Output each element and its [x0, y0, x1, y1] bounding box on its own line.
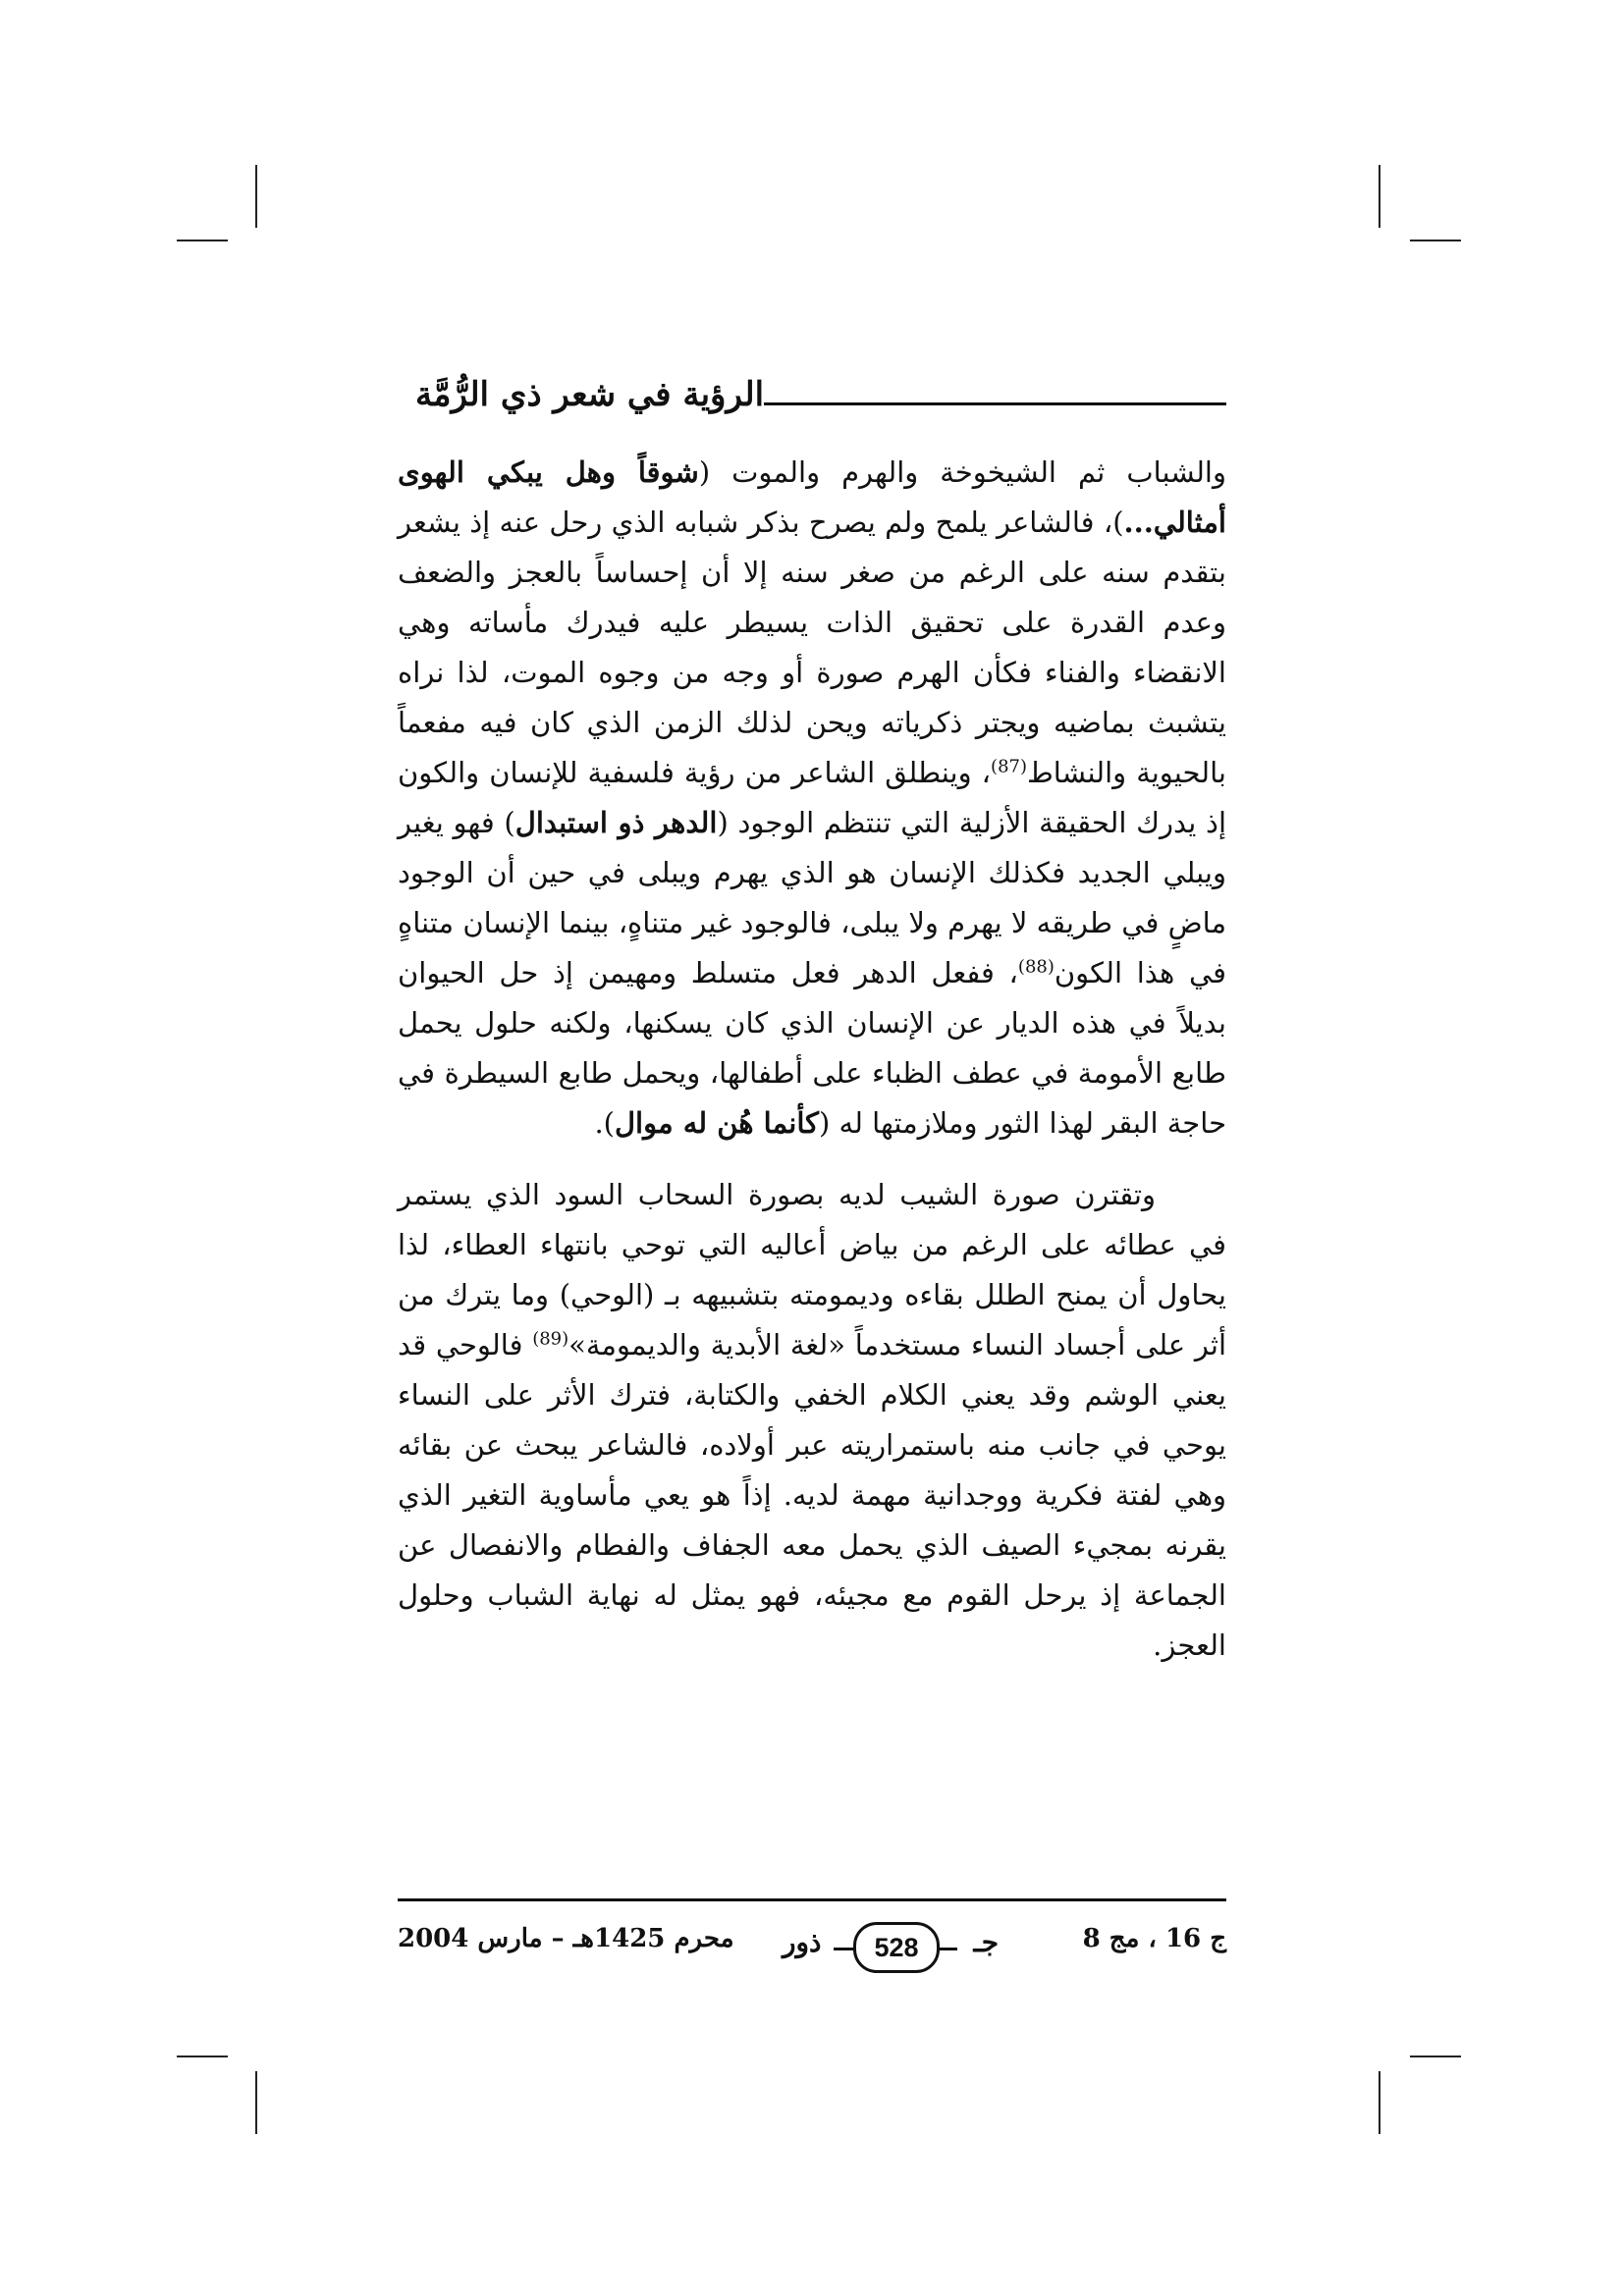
text-run: والشباب ثم الشيخوخة والهرم والموت (	[698, 455, 1226, 489]
footnote-ref: (88)	[1017, 956, 1055, 978]
text-run: فالوحي قد يعني الوشم وقد يعني الكلام الخفي والكتابة، فترك الأثر على النساء يوحي في جانب منه باستمراريته عبر أولاده، فالشاعر يبحث عن بقائه وهي لفتة فكرية ووجدانية مهمة لديه. إذاً هو يعي مأساوية التغير الذي يقرنه بمجيء الصيف الذي يحمل معه الجفاف والفطام والانفصال عن الجماعة إذ يرحل القوم مع مجيئه، فهو يمثل له نهاية الشباب وحلول العجز.	[398, 1328, 1226, 1662]
journal-name-left: ذور	[783, 1926, 822, 1958]
footnote-ref: (87)	[991, 756, 1027, 777]
text-run: وتقترن صورة الشيب لديه بصورة السحاب السود الذي يستمر في عطائه على الرغم من بياض أعاليه التي توحي بانتهاء العطاء، لذا يحاول أن يمنح الطلل بقاءه وديمومته بتشبيهه بـ (الوحي) وما يترك من أثر على أجساد النساء مستخدماً «لغة الأبدية والديمومة»	[398, 1178, 1226, 1362]
journal-tail-rule	[834, 1948, 855, 1950]
footnote-ref: (89)	[532, 1328, 569, 1350]
crop-mark	[255, 165, 257, 228]
crop-mark	[1410, 2056, 1461, 2057]
page-number: 528	[853, 1922, 940, 1973]
footer-rule	[398, 1898, 1226, 1901]
bold-quote: شوقاً وهل يبكي الهوى أمثالي...	[398, 455, 1226, 539]
crop-mark	[177, 2056, 228, 2057]
page-footer	[398, 1918, 1226, 1977]
paragraph	[398, 448, 1226, 1148]
journal-name-right: جـ	[973, 1926, 999, 1958]
running-title: الرؤية في شعر ذي الرُّمَّة	[415, 375, 765, 414]
bold-quote: الدهر ذو استبدال	[514, 806, 718, 839]
issue-info: ج 16 ، مج 8	[1082, 1924, 1226, 1953]
paragraph	[398, 1170, 1226, 1671]
crop-mark	[1379, 165, 1380, 228]
crop-mark	[177, 240, 228, 241]
crop-mark	[1379, 2071, 1380, 2134]
text-run: ، وينطلق الشاعر من رؤية فلسفية للإنسان والكون إذ يدرك الحقيقة الأزلية التي تنتظم الوجود (	[398, 756, 1226, 839]
bold-quote: كأنما هُن له موال	[614, 1106, 819, 1140]
text-run: ) فهو يغير ويبلي الجديد فكذلك الإنسان هو الذي يهرم ويبلى في حين أن الوجود ماضٍ في طريقه لا يهرم ولا يبلى، فالوجود غير متناهٍ، بينما الإنسان متناهٍ في هذا الكون	[398, 806, 1226, 989]
text-run: ).	[594, 1106, 615, 1140]
body-text	[398, 448, 1226, 1671]
crop-mark	[1410, 240, 1461, 241]
text-run: ، ففعل الدهر فعل متسلط ومهيمن إذ حل الحيوان بديلاً في هذه الديار عن الإنسان الذي كان يسكنها، ولكنه حلول يحمل طابع الأمومة في عطف الظباء على أطفالها، ويحمل طابع السيطرة في حاجة البقر لهذا الثور وملازمتها له (	[398, 956, 1226, 1140]
crop-mark	[255, 2071, 257, 2134]
publication-date: محرم 1425هـ – مارس 2004	[398, 1924, 734, 1953]
text-run: )، فالشاعر يلمح ولم يصرح بذكر شبابه الذي رحل عنه إذ يشعر بتقدم سنه على الرغم من صغر سنه إلا أن إحساساً بالعجز والضعف وعدم القدرة على تحقيق الذات يسيطر عليه فيدرك مأساته وهي الانقضاء والفناء فكأن الهرم صورة أو وجه من وجوه الموت، لذا نراه يتشبث بماضيه ويجتر ذكرياته ويحن لذلك الزمن الذي كان فيه مفعماً بالحيوية والنشاط	[398, 506, 1227, 789]
page-header	[398, 365, 1226, 424]
journal-mark	[783, 1918, 999, 1977]
header-rule	[764, 402, 1226, 405]
